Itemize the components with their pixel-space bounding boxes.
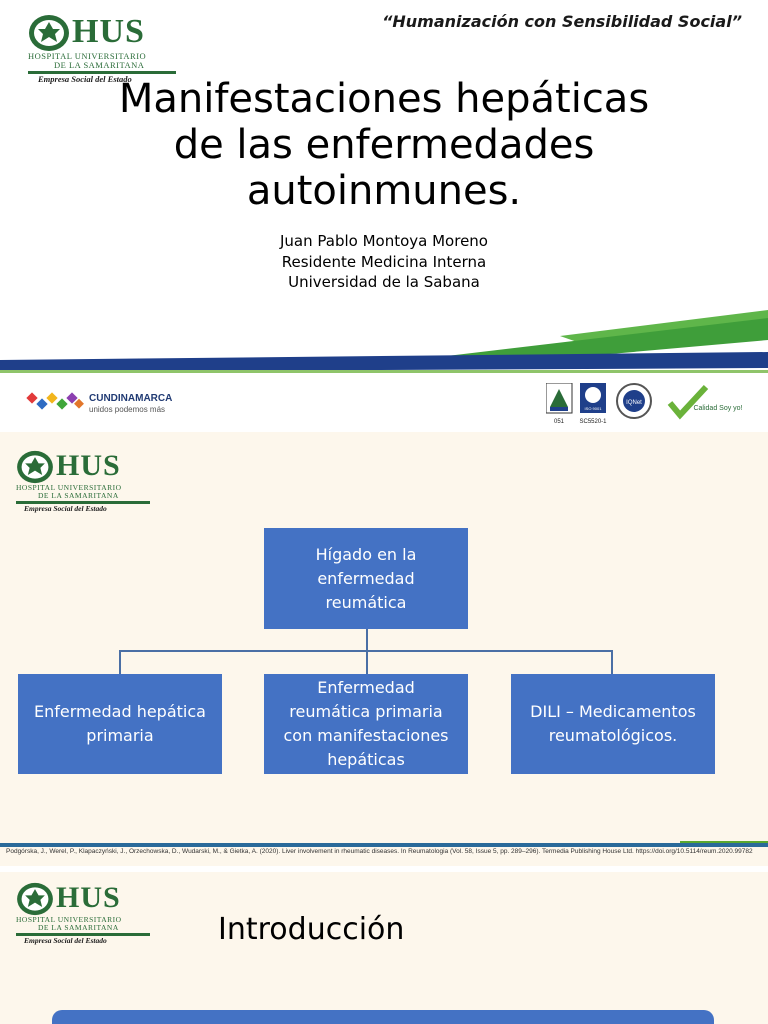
connector-child1 bbox=[119, 650, 121, 674]
node-line: Enfermedad hepática bbox=[34, 702, 206, 721]
author-block bbox=[0, 231, 768, 293]
hus-logo bbox=[26, 12, 178, 84]
node-line: hepáticas bbox=[327, 750, 405, 769]
diagram-slide bbox=[0, 432, 768, 866]
intro-slide bbox=[0, 872, 768, 1024]
node-line: reumática bbox=[325, 592, 407, 612]
cert-iqnet: IQNet bbox=[626, 400, 642, 406]
cert-calidad: Calidad Soy yo! bbox=[693, 405, 743, 412]
hus-emblem-icon bbox=[28, 14, 70, 52]
author-name: Juan Pablo Montoya Moreno bbox=[280, 232, 488, 250]
slogan: “Humanización con Sensibilidad Social” bbox=[382, 12, 742, 31]
hus-subtitle: Empresa Social del Estado bbox=[24, 936, 107, 945]
connector-child2 bbox=[366, 650, 368, 674]
reference-citation: Podgórska, J., Werel, P., Klapaczyński, J., Orzechowska, D., Wudarski, M., & Gietka, A. (2020). Liver involvement in rheumatic diseases. In Reumatologia (Vol. 58, Issue 5, pp. 289–296). Termedia Publishing House Ltd. https://doi.org/10.5114/reum.2020.99782 bbox=[6, 848, 753, 855]
node-line: Enfermedad bbox=[317, 678, 415, 697]
node-line: DILI – Medicamentos bbox=[530, 702, 696, 721]
cert-code: 051 bbox=[553, 419, 565, 425]
title-line: de las enfermedades bbox=[173, 122, 595, 168]
hus-logo bbox=[14, 880, 154, 945]
cundinamarca-slogan: unidos podemos más bbox=[89, 405, 166, 414]
diagram-child-node bbox=[18, 674, 222, 774]
diagram-child-node bbox=[264, 674, 468, 774]
connector-child3 bbox=[611, 650, 613, 674]
node-line: enfermedad bbox=[317, 568, 415, 588]
hus-name-line2: DE LA SAMARITANA bbox=[38, 491, 119, 500]
hus-name-line1: HOSPITAL UNIVERSITARIO bbox=[28, 51, 147, 61]
node-line: reumatológicos. bbox=[548, 726, 678, 745]
cert-code: SC5520-1 bbox=[579, 419, 607, 425]
diagram-root-node bbox=[264, 528, 468, 629]
certification-seal-icon bbox=[546, 383, 746, 425]
hus-subtitle: Empresa Social del Estado bbox=[24, 504, 107, 513]
footer-stripes bbox=[0, 300, 768, 380]
hus-emblem-icon bbox=[16, 450, 54, 484]
hus-wordmark: HUS bbox=[56, 449, 121, 482]
hus-wordmark: HUS bbox=[72, 13, 145, 50]
cert-iso: ISO 9001 bbox=[584, 406, 602, 411]
cundinamarca-name: CUNDINAMARCA bbox=[89, 393, 173, 404]
hus-subtitle: Empresa Social del Estado bbox=[38, 74, 132, 84]
slide-title: Introducción bbox=[218, 912, 405, 947]
node-line: primaria bbox=[86, 726, 154, 745]
hus-logo bbox=[14, 448, 154, 513]
title-line: Manifestaciones hepáticas bbox=[118, 76, 650, 122]
author-role: Residente Medicina Interna bbox=[281, 252, 487, 271]
hus-wordmark: HUS bbox=[56, 881, 121, 914]
node-line: reumática primaria bbox=[289, 702, 443, 721]
hus-name-line1: HOSPITAL UNIVERSITARIO bbox=[16, 483, 122, 492]
hus-emblem-icon bbox=[16, 882, 54, 916]
connector-root bbox=[366, 628, 368, 650]
node-line: con manifestaciones bbox=[283, 726, 449, 745]
cundinamarca-logo-icon bbox=[26, 390, 86, 414]
author-affiliation: Universidad de la Sabana bbox=[288, 273, 480, 291]
diagram-child-node bbox=[511, 674, 715, 774]
title-line: autoinmunes. bbox=[246, 168, 522, 214]
content-box bbox=[52, 1010, 714, 1024]
title-slide bbox=[0, 0, 768, 425]
hus-name-line1: HOSPITAL UNIVERSITARIO bbox=[16, 915, 122, 924]
hus-name-line2: DE LA SAMARITANA bbox=[38, 923, 119, 932]
slide-title bbox=[0, 76, 768, 214]
node-line: Hígado en la bbox=[315, 544, 417, 564]
hus-name-line2: DE LA SAMARITANA bbox=[54, 60, 145, 70]
